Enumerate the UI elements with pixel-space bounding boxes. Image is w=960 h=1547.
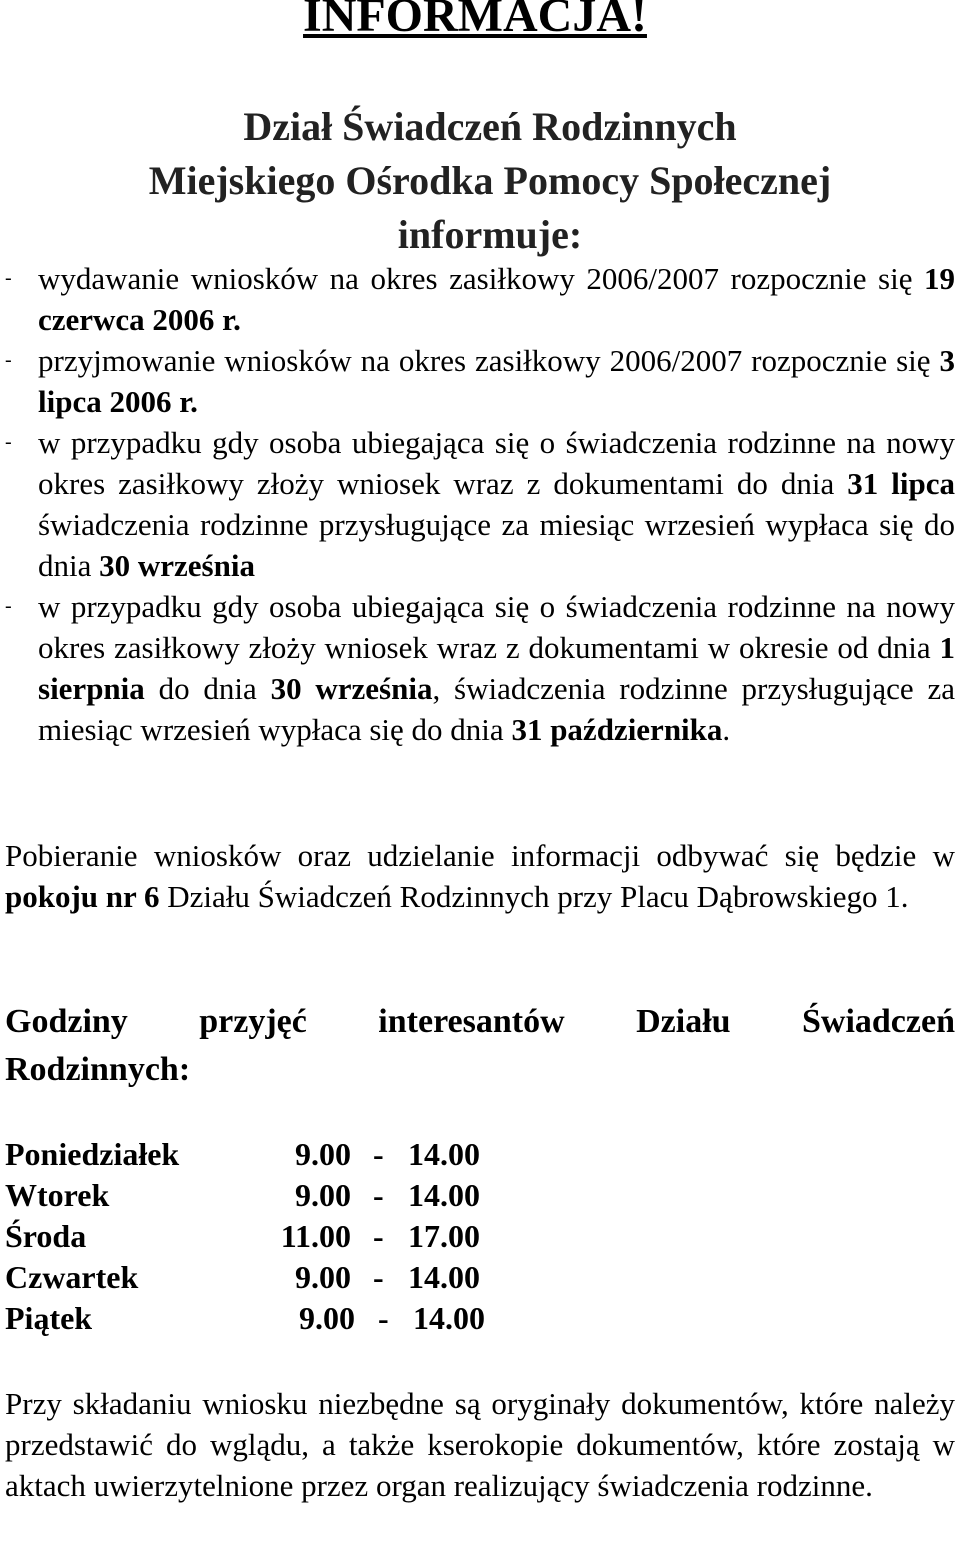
schedule-to: 14.00	[408, 1259, 480, 1295]
notice-title: INFORMACJA!	[303, 0, 647, 42]
documents-paragraph: Przy składaniu wniosku niezbędne są oryginały dokumentów, które należy przedstawić do wglądu, a także kserokopie dokumentów, które zostają w aktach uwierzytelnione przez organ realizujący świadczenia rodzinne.	[5, 1386, 955, 1503]
schedule-to: 17.00	[408, 1218, 480, 1254]
schedule-day: Środa	[5, 1218, 87, 1254]
schedule-row	[5, 1134, 605, 1175]
schedule-to: 14.00	[413, 1300, 485, 1336]
bullet-date: 31 lipca	[847, 466, 955, 501]
pickup-text: Pobieranie wniosków oraz udzielanie informacji odbywać się będzie w	[5, 838, 955, 873]
schedule-row	[5, 1257, 605, 1298]
office-hours-table	[5, 1134, 605, 1339]
bullet-text: świadczenia rodzinne przysługujące za miesiąc wrzesień wypłaca się do dnia	[38, 507, 955, 583]
schedule-to: 14.00	[408, 1136, 480, 1172]
bullet-text: , świadczenia rodzinne przysługujące za miesiąc wrzesień wypłaca się do dnia	[38, 671, 955, 747]
bullet-text: .	[722, 712, 731, 747]
schedule-from: 9.00	[299, 1300, 355, 1336]
schedule-row	[5, 1298, 605, 1339]
bullet-date: 30 września	[270, 671, 433, 706]
bullet-date: 3 lipca 2006 r.	[38, 343, 955, 419]
header-line-2: Miejskiego Ośrodka Pomocy Społecznej	[148, 158, 832, 203]
bullet-text: w przypadku gdy osoba ubiegająca się o świadczenia rodzinne na nowy okres zasiłkowy złoży wniosek wraz z dokumentami do dnia	[38, 425, 955, 501]
bullet-text: przyjmowanie wniosków na okres zasiłkowy 2006/2007 rozpocznie się	[38, 343, 940, 378]
bullet-dash: -	[5, 349, 12, 371]
hours-heading-line-2: Rodzinnych:	[5, 1051, 191, 1088]
schedule-day: Wtorek	[5, 1177, 110, 1213]
bullet-date: 19 czerwca 2006 r.	[38, 261, 955, 337]
bullet-list	[5, 258, 955, 750]
bullet-dash: -	[5, 595, 12, 617]
schedule-from: 9.00	[295, 1259, 351, 1295]
pickup-text: Działu Świadczeń Rodzinnych przy Placu Dąbrowskiego 1.	[159, 879, 909, 914]
bullet-dash: -	[5, 431, 12, 453]
schedule-separator: -	[373, 1136, 384, 1172]
bullet-item-2	[5, 340, 955, 422]
bullet-text: w przypadku gdy osoba ubiegająca się o świadczenia rodzinne na nowy okres zasiłkowy złoży wniosek wraz z dokumentami w okresie od dnia	[38, 589, 955, 665]
schedule-to: 14.00	[408, 1177, 480, 1213]
header-line-1: Dział Świadczeń Rodzinnych	[243, 104, 737, 149]
bullet-item-1	[5, 258, 955, 340]
schedule-row	[5, 1175, 605, 1216]
schedule-from: 11.00	[280, 1218, 351, 1254]
bullet-date: 30 września	[99, 548, 255, 583]
schedule-day: Piątek	[5, 1300, 93, 1336]
schedule-from: 9.00	[295, 1177, 351, 1213]
notice-header	[5, 100, 960, 262]
hours-heading-line-1: Godziny przyjęć interesantów Działu Świadczeń	[5, 1003, 955, 1040]
schedule-day: Czwartek	[5, 1259, 139, 1295]
bullet-text: do dnia	[144, 671, 271, 706]
schedule-separator: -	[373, 1259, 384, 1295]
bullet-item-3	[5, 422, 955, 586]
schedule-separator: -	[373, 1177, 384, 1213]
schedule-row	[5, 1216, 605, 1257]
schedule-separator: -	[378, 1300, 389, 1336]
bullet-item-4	[5, 586, 955, 750]
schedule-from: 9.00	[295, 1136, 351, 1172]
pickup-paragraph	[5, 835, 955, 917]
header-line-3: informuje:	[397, 212, 583, 257]
schedule-separator: -	[373, 1218, 384, 1254]
schedule-day: Poniedziałek	[5, 1136, 180, 1172]
bullet-date: 1 sierpnia	[38, 630, 955, 706]
room-number: pokoju nr 6	[5, 879, 160, 914]
bullet-text: wydawanie wniosków na okres zasiłkowy 2006/2007 rozpocznie się	[38, 261, 924, 296]
bullet-date: 31 października	[511, 712, 723, 747]
hours-heading	[5, 998, 955, 1094]
bullet-dash: -	[5, 267, 12, 289]
